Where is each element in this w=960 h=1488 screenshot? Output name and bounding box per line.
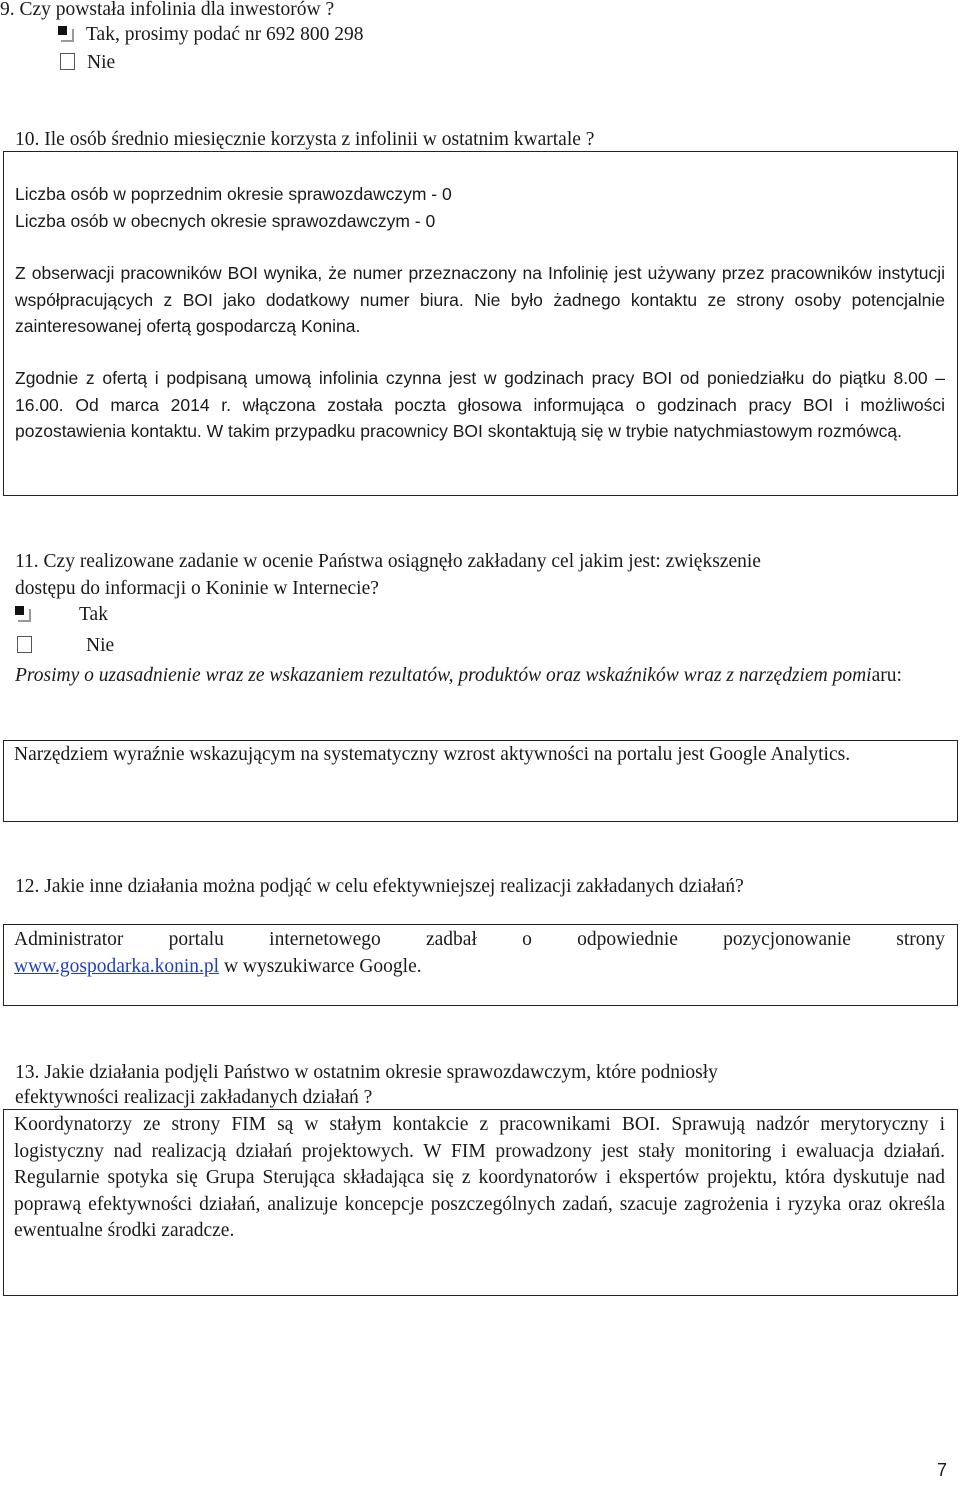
q11-question-line2: dostępu do informacji o Koninie w Internecie? [15,578,379,599]
q13-question-line1: 13. Jakie działania podjęli Państwo w ostatnim okresie sprawozdawczym, które podniosły [15,1062,718,1083]
q10-paragraph-observations: Z obserwacji pracowników BOI wynika, że numer przeznaczony na Infolinię jest używany przez pracowników instytucji współpracujących z BOI jako dodatkowy numer biura. Nie było żadnego kontaktu ze strony osoby potencjalnie zainteresowanej ofertą gospodarczą Konina. [15,263,945,336]
q13-answer-text: Koordynatorzy ze strony FIM są w stałym kontakcie z pracownikami BOI. Sprawują nadzór merytoryczny i logistyczny nad realizacją działań projektowych. W FIM prowadzony jest stały monitoring i ewaluacja działań. Regularnie spotyka się Grupa Sterująca składająca się z koordynatorów i ekspertów projektu, która dyskutuje nad poprawą efektywności działań, analizuje koncepcje poszczególnych zadań, szacuje zagrożenia i ryzyka oraz określa ewentualne środki zaradcze. [14,1114,945,1241]
unchecked-box-icon[interactable] [17,636,32,653]
q10-paragraph-hours: Zgodnie z ofertą i podpisaną umową infolinia czynna jest w godzinach pracy BOI od poniedziałku do piątku 8.00 – 16.00. Od marca 2014 r. włączona została poczta głosowa informująca o godzinach pracy BOI i możliwości pozostawienia kontaktu. W takim przypadku pracownicy BOI skontaktują się w trybie natychmiastowym rozmówcą. [15,368,945,441]
checked-box-icon[interactable] [15,606,31,622]
q12-question: 12. Jakie inne działania można podjąć w celu efektywniejszej realizacji zakładanych działań? [15,876,744,897]
q13-question-line2: efektywności realizacji zakładanych działań ? [15,1087,373,1108]
q11-option-no-label: Nie [86,635,115,656]
q11-question-line1: 11. Czy realizowane zadanie w ocenie Państwa osiągnęło zakładany cel jakim jest: zwiększenie [15,551,761,572]
q11-prompt-text: Prosimy o uzasadnienie wraz ze wskazaniem rezultatów, produktów oraz wskaźników wraz z narzędziem pomi [15,665,872,686]
q9-question: 9. Czy powstała infolinia dla inwestorów ? [0,0,335,20]
q10-question: 10. Ile osób średnio miesięcznie korzysta z infolinii w ostatnim kwartale ? [15,129,595,150]
q12-answer-box [3,924,958,1006]
q10-answer-box [3,151,958,496]
q11-answer-box [3,740,958,822]
q9-option-yes[interactable] [58,22,364,48]
q11-prompt-tail: aru: [871,665,902,686]
q13-answer-box [3,1109,958,1296]
q9-option-no-label: Nie [87,52,116,73]
q10-line-current: Liczba osób w obecnych okresie sprawozdawczym - 0 [15,211,436,231]
q12-answer-line2 [14,954,422,980]
q11-option-yes[interactable] [15,602,108,628]
unchecked-box-icon[interactable] [60,53,75,70]
q12-answer-line1: Administrator portalu internetowego zadbał o odpowiednie pozycjonowanie strony [14,929,945,950]
q12-answer-post: w wyszukiwarce Google. [219,956,422,977]
q11-answer-text: Narzędziem wyraźnie wskazującym na systematyczny wzrost aktywności na portalu jest Google Analytics. [14,744,851,765]
q11-option-no[interactable] [15,633,114,659]
q9-option-no[interactable] [58,50,115,76]
q11-option-yes-label: Tak [79,604,108,625]
q11-justification-prompt [15,663,953,690]
q10-line-previous: Liczba osób w poprzednim okresie sprawozdawczym - 0 [15,184,452,204]
checked-box-icon[interactable] [58,26,74,42]
page-number: 7 [937,1460,948,1480]
q9-option-yes-label: Tak, prosimy podać nr 692 800 298 [86,24,364,45]
portal-link[interactable]: www.gospodarka.konin.pl [14,956,220,977]
